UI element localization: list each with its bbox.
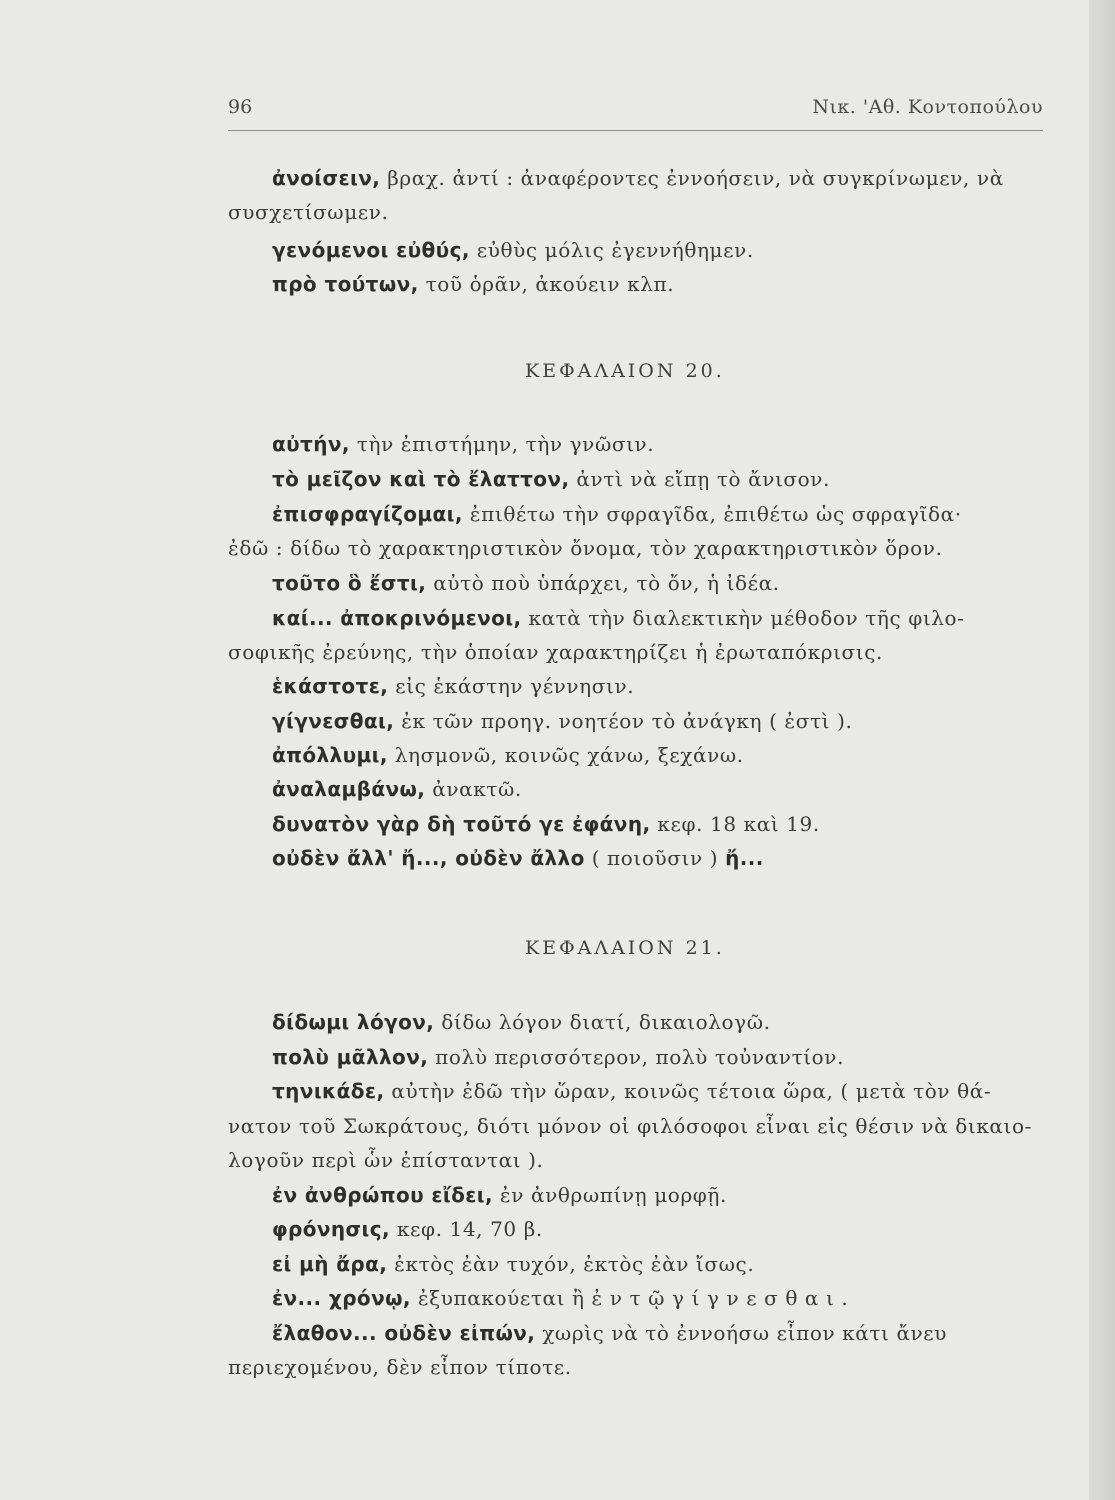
entry-line: γενόμενοι εὐθύς, εὐθὺς μόλις ἐγεννήθημεν.	[272, 238, 754, 262]
entry-line: ἐδῶ : δίδω τὸ χαρακτηριστικὸν ὄνομα, τὸν χαρακτηριστικὸν ὅρον.	[228, 536, 943, 560]
entry-line: ἐν ἀνθρώπου εἴδει, ἐν ἀνθρωπίνῃ μορφῇ.	[272, 1183, 727, 1207]
entry-line: οὐδὲν ἄλλ' ἤ..., οὐδὲν ἄλλο ( ποιοῦσιν ) ἤ...	[272, 846, 764, 870]
page-number: 96	[228, 96, 253, 118]
running-head: Νικ. 'Αθ. Κοντοπούλου	[812, 96, 1043, 118]
entry-line: σοφικῆς ἐρεύνης, τὴν ὁποίαν χαρακτηρίζει ἡ ἐρωταπόκρισις.	[228, 640, 883, 664]
entry-line: πρὸ τούτων, τοῦ ὁρᾶν, ἀκούειν κλπ.	[272, 272, 675, 296]
entry-line: ἀνοίσειν, βραχ. ἀντί : ἀναφέροντες ἐννοήσειν, νὰ συγκρίνωμεν, νὰ	[272, 166, 1004, 190]
entry-line: γίγνεσθαι, ἐκ τῶν προηγ. νοητέον τὸ ἀνάγκη ( ἐστὶ ).	[272, 709, 853, 733]
page-edge	[1089, 0, 1115, 1500]
entry-line: ἀπόλλυμι, λησμονῶ, κοινῶς χάνω, ξεχάνω.	[272, 743, 744, 767]
entry-line: νατον τοῦ Σωκράτους, διότι μόνον οἱ φιλόσοφοι εἶναι εἰς θέσιν νὰ δικαιο-	[228, 1114, 1032, 1138]
entry-line: φρόνησις, κεφ. 14, 70 β.	[272, 1217, 543, 1241]
entry-line: δίδωμι λόγον, δίδω λόγον διατί, δικαιολογῶ.	[272, 1010, 771, 1034]
entry-line: ἑκάστοτε, εἰς ἑκάστην γέννησιν.	[272, 674, 635, 698]
chapter-heading-21: ΚΕΦΑΛΑΙΟΝ 21.	[525, 937, 725, 959]
header-rule	[228, 130, 1043, 131]
entry-line: καί... ἀποκρινόμενοι, κατὰ τὴν διαλεκτικὴν μέθοδον τῆς φιλο-	[272, 606, 965, 630]
entry-line: ἔλαθον... οὐδὲν εἰπών, χωρὶς νὰ τὸ ἐννοήσω εἶπον κάτι ἄνευ	[272, 1321, 948, 1345]
chapter-heading-20: ΚΕΦΑΛΑΙΟΝ 20.	[525, 360, 725, 382]
entry-line: πολὺ μᾶλλον, πολὺ περισσότερον, πολὺ τοὐναντίον.	[272, 1045, 845, 1069]
entry-line: ἐπισφραγίζομαι, ἐπιθέτω τὴν σφραγῖδα, ἐπιθέτω ὡς σφραγῖδα·	[272, 502, 962, 526]
entry-line: τοῦτο ὃ ἔστι, αὐτὸ ποὺ ὑπάρχει, τὸ ὄν, ἡ ἰδέα.	[272, 571, 780, 595]
entry-line: αὐτήν, τὴν ἐπιστήμην, τὴν γνῶσιν.	[272, 432, 655, 456]
entry-line: ἀναλαμβάνω, ἀνακτῶ.	[272, 777, 522, 801]
entry-line: τηνικάδε, αὐτὴν ἐδῶ τὴν ὥραν, κοινῶς τέτοια ὥρα, ( μετὰ τὸν θά-	[272, 1079, 992, 1103]
entry-line: περιεχομένου, δὲν εἶπον τίποτε.	[228, 1355, 572, 1379]
entry-line: εἰ μὴ ἄρα, ἐκτὸς ἐὰν τυχόν, ἐκτὸς ἐὰν ἴσως.	[272, 1252, 755, 1276]
page-header	[228, 96, 1043, 126]
entry-line: τὸ μεῖζον καὶ τὸ ἔλαττον, ἀντὶ νὰ εἴπῃ τὸ ἄνισον.	[272, 467, 831, 491]
entry-line: ἐν... χρόνῳ, ἐξυπακούεται ἢ ἐ ν τ ῷ γ ί γ ν ε σ θ α ι .	[272, 1286, 849, 1310]
entry-line: δυνατὸν γὰρ δὴ τοῦτό γε ἐφάνη, κεφ. 18 καὶ 19.	[272, 812, 820, 836]
entry-line: λογοῦν περὶ ὧν ἐπίστανται ).	[228, 1148, 544, 1172]
entry-line: συσχετίσωμεν.	[228, 200, 389, 224]
